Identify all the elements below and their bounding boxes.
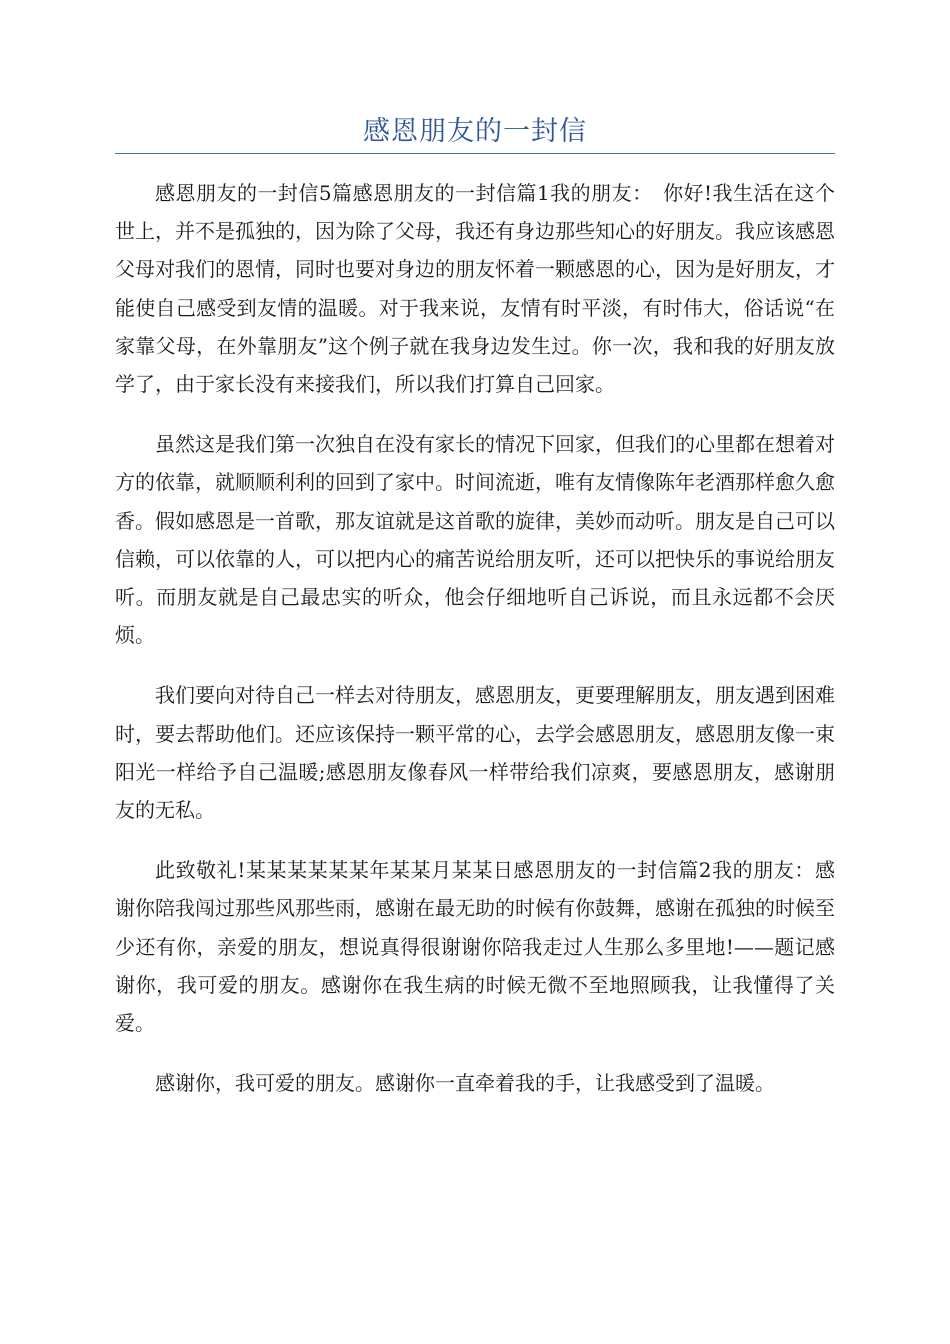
title-underline <box>115 153 835 154</box>
paragraph-1: 感恩朋友的一封信5篇感恩朋友的一封信篇1我的朋友： 你好!我生活在这个世上，并不是孤独的，因为除了父母，我还有身边那些知心的好朋友。我应该感恩父母对我们的恩情，同时也要对身边的朋友怀着一颗感恩的心，因为是好朋友，才能使自己感受到友情的温暖。对于我来说，友情有时平淡，有时伟大，俗话说“在家靠父母，在外靠朋友”这个例子就在我身边发生过。你一次，我和我的好朋友放学了，由于家长没有来接我们，所以我们打算自己回家。 <box>115 181 835 397</box>
paragraph-5: 感谢你，我可爱的朋友。感谢你一直牵着我的手，让我感受到了温暖。 <box>155 1071 775 1096</box>
document-title: 感恩朋友的一封信 <box>363 116 587 147</box>
document-body <box>115 174 835 1124</box>
paragraph-3: 我们要向对待自己一样去对待朋友，感恩朋友，更要理解朋友，朋友遇到困难时，要去帮助他们。还应该保持一颗平常的心，去学会感恩朋友，感恩朋友像一束阳光一样给予自己温暖;感恩朋友像春风一样带给我们凉爽，要感恩朋友，感谢朋友的无私。 <box>115 683 835 823</box>
paragraph-4: 此致敬礼!某某某某某某年某某月某某日感恩朋友的一封信篇2我的朋友：感谢你陪我闯过那些风那些雨，感谢在最无助的时候有你鼓舞，感谢在孤独的时候至少还有你，亲爱的朋友，想说真得很谢谢你陪我走过人生那么多里地!——题记感谢你，我可爱的朋友。感谢你在我生病的时候无微不至地照顾我，让我懂得了关爱。 <box>115 858 835 1036</box>
paragraph-2: 虽然这是我们第一次独自在没有家长的情况下回家，但我们的心里都在想着对方的依靠，就顺顺利利的回到了家中。时间流逝，唯有友情像陈年老酒那样愈久愈香。假如感恩是一首歌，那友谊就是这首歌的旋律，美妙而动听。朋友是自己可以信赖，可以依靠的人，可以把内心的痛苦说给朋友听，还可以把快乐的事说给朋友听。而朋友就是自己最忠实的听众，他会仔细地听自己诉说，而且永远都不会厌烦。 <box>115 432 835 648</box>
